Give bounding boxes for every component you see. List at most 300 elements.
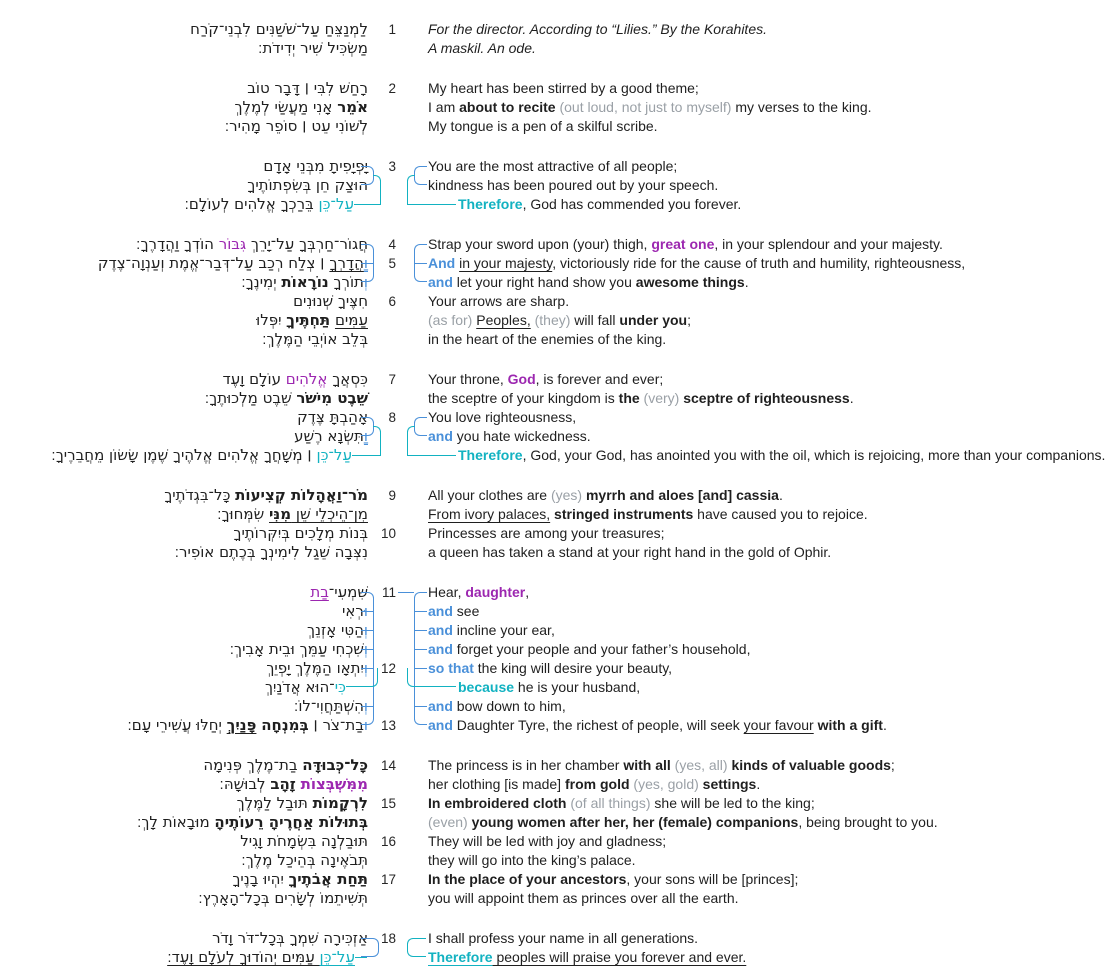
text-run: ־הוּא אֲדֹנַיִךְ <box>264 678 335 696</box>
stanza-1 <box>0 20 1110 58</box>
verse-number-cell <box>368 79 428 98</box>
verse-number-cell <box>368 640 428 659</box>
text-run: , God has commended you forever. <box>522 196 742 212</box>
text-run: עַל־כֵּן <box>319 948 355 966</box>
text-run: God <box>507 371 536 387</box>
text-run: (as for) <box>428 312 473 328</box>
text-run: see <box>452 603 480 619</box>
text-run: וְ <box>363 640 368 658</box>
verse-number-cell <box>368 446 428 465</box>
stanza-8 <box>0 756 1110 908</box>
english-line <box>428 524 1110 543</box>
hebrew-line <box>0 408 368 427</box>
verse-number-cell <box>368 832 428 851</box>
verse-line <box>0 505 1110 524</box>
verse-number-cell <box>368 659 428 678</box>
english-line <box>428 254 1110 273</box>
text-run: and <box>428 717 453 733</box>
hebrew-line <box>0 39 368 58</box>
english-line <box>428 195 1110 214</box>
text-run: in the heart of the enemies of the king. <box>428 331 667 347</box>
text-run: In the place of your ancestors <box>428 871 627 887</box>
english-line <box>428 157 1110 176</box>
verse-number-cell <box>368 273 428 292</box>
text-run: אָהַבְתָּ צֶּדֶק <box>297 408 368 426</box>
text-run: אַזְכִּירָה שִׁמְךָ בְּכָל־דֹּר וָדֹר <box>212 929 368 947</box>
text-run: bow down to him, <box>452 698 566 714</box>
english-line <box>428 813 1110 832</box>
text-run: Hear, <box>428 584 466 600</box>
text-run: רְאִי <box>342 602 364 620</box>
text-run: עַל־כֵּן <box>318 195 354 213</box>
text-run: Daughter Tyre, the richest of people, will seek <box>452 717 744 733</box>
text-run: אָנִי מַעֲשַׂי לְמֶלֶךְ <box>234 98 338 116</box>
hebrew-line <box>0 117 368 136</box>
text-run: ; <box>890 757 895 773</box>
verse-number: 13 <box>380 718 396 733</box>
text-run: רָחַשׁ לִבִּי ׀ דָּבָר טוֹב <box>247 79 368 97</box>
text-run: kindness has been poured out by your speech. <box>428 177 719 193</box>
verse-line <box>0 870 1110 889</box>
text-run: and <box>428 622 453 638</box>
verse-line <box>0 756 1110 775</box>
verse-line <box>0 195 1110 214</box>
verse-number-cell <box>368 427 428 446</box>
stanza-6 <box>0 486 1110 562</box>
text-run: , your sons will be [princes]; <box>626 871 799 887</box>
text-run: sceptre of righteousness <box>683 390 850 406</box>
text-run: , in your splendour and your majesty. <box>714 236 943 252</box>
hebrew-line <box>0 389 368 408</box>
text-run: אֹמֵר <box>337 98 368 116</box>
verse-line <box>0 176 1110 195</box>
verse-number: 4 <box>388 237 396 252</box>
hebrew-line <box>0 254 368 273</box>
verse-number: 7 <box>388 372 396 387</box>
hebrew-line <box>0 756 368 775</box>
text-run: עַמִּים <box>334 311 368 329</box>
english-line <box>428 311 1110 330</box>
verse-number: 5 <box>388 256 396 271</box>
text-run: so that <box>428 660 474 676</box>
verse-number-cell <box>368 775 428 794</box>
text-run: and <box>428 698 453 714</box>
text-run: , God, your God, has anointed you with the oil, which is rejoicing, more than your companions. <box>522 447 1106 463</box>
verse-line <box>0 427 1110 446</box>
text-run: Therefore <box>458 447 523 463</box>
english-line <box>428 79 1110 98</box>
hebrew-line <box>0 929 368 948</box>
text-run: הֲדָרְךָ <box>329 254 364 272</box>
text-run: under you <box>619 312 688 328</box>
hebrew-line <box>0 195 368 214</box>
text-run: stringed instruments <box>554 506 694 522</box>
verse-number-cell <box>368 813 428 832</box>
text-run: וְ <box>363 273 368 291</box>
english-line <box>428 235 1110 254</box>
text-run: בְּמִנְחָה <box>261 716 309 734</box>
verse-number: 16 <box>380 834 396 849</box>
text-run: תַּחַת אֲבֹתֶיךָ <box>288 870 368 888</box>
verse-number: 2 <box>388 81 396 96</box>
verse-line <box>0 659 1110 678</box>
verse-line <box>0 39 1110 58</box>
hebrew-line <box>0 370 368 389</box>
verse-number-cell <box>368 330 428 349</box>
text-run: great one <box>651 236 715 252</box>
hebrew-line <box>0 697 368 716</box>
verse-number-cell <box>368 235 428 254</box>
english-line <box>428 176 1110 195</box>
english-line <box>428 583 1110 602</box>
english-line <box>428 775 1110 794</box>
english-line <box>428 697 1110 716</box>
hebrew-line <box>0 20 368 39</box>
text-run: and <box>428 274 453 290</box>
verse-number-cell <box>368 254 428 273</box>
verse-line <box>0 389 1110 408</box>
text-run: בַת־צֹר ׀ <box>308 716 364 734</box>
text-run: because <box>458 679 515 695</box>
text-run: the sceptre of your kingdom is <box>428 390 619 406</box>
english-line <box>428 832 1110 851</box>
text-run: settings <box>702 776 757 792</box>
text-run: הוּצַק חֵן בְּשִׂפְתוֹתֶיךָ <box>247 176 368 194</box>
verse-number: 9 <box>388 488 396 503</box>
hebrew-line <box>0 79 368 98</box>
text-run: with all <box>623 757 671 773</box>
verse-line <box>0 330 1110 349</box>
text-run: You are the most attractive of all people; <box>428 158 678 174</box>
text-run: have caused you to rejoice. <box>693 506 868 522</box>
text-run: peoples will praise you forever and ever. <box>492 949 747 965</box>
text-run: כִּי <box>334 678 346 696</box>
hebrew-line <box>0 505 368 524</box>
text-run: וְ <box>363 659 368 677</box>
hebrew-line <box>0 311 368 330</box>
hebrew-line <box>0 583 368 602</box>
text-run: ; <box>687 312 691 328</box>
text-run: your favour <box>743 717 814 733</box>
text-run: From ivory palaces, <box>428 506 551 522</box>
verse-number-cell <box>368 389 428 408</box>
text-run: כִּסְאֲךָ <box>327 370 368 388</box>
text-run: ׀ צְלַח רְכַב עַל־דְּבַר־אֱמֶת וְעַנְוָה־צֶדֶק <box>97 254 330 272</box>
english-line <box>428 117 1110 136</box>
verse-number-cell <box>368 948 428 967</box>
text-run: הִשְׁתַּחֲוִי־לוֹ׃ <box>293 697 364 715</box>
verse-line <box>0 813 1110 832</box>
verse-number-cell <box>368 870 428 889</box>
text-run: my verses to the king. <box>731 99 872 115</box>
verse-line <box>0 640 1110 659</box>
text-run: (they) <box>534 312 571 328</box>
verse-number: 18 <box>380 931 396 946</box>
text-run: גִּבּוֹר <box>218 235 247 253</box>
verse-line <box>0 832 1110 851</box>
text-run: . <box>756 776 761 792</box>
text-run: וַ <box>363 427 368 445</box>
verse-number: 1 <box>388 22 396 37</box>
stanza-7 <box>0 583 1110 735</box>
text-run: תּוּבַלְנָה בִּשְׂמָחֹת וָגִיל <box>240 832 368 850</box>
text-run: בְּתוּלוֹת אַחֲרֶיהָ רֵעוֹתֶיהָ <box>214 813 368 831</box>
text-run: נִצְּבָה שֵׁגַל לִימִינְךָ בְּכֶתֶם אוֹפִיר׃ <box>174 543 368 561</box>
english-line <box>428 486 1110 505</box>
verse-number-cell <box>368 851 428 870</box>
text-run: פָּנַיִךְ <box>226 716 257 734</box>
text-run: (yes, all) <box>674 757 728 773</box>
text-run: (of all things) <box>570 795 651 811</box>
text-run: You love righteousness, <box>428 409 577 425</box>
verse-number-cell <box>368 408 428 427</box>
hebrew-line <box>0 446 368 465</box>
text-run: (yes) <box>550 487 583 503</box>
text-run: עוֹלָם וָעֶד <box>222 370 286 388</box>
text-run: מֹר־וַאֲהָלוֹת קְצִיעוֹת <box>235 486 368 504</box>
text-run: יִפְּלוּ <box>256 311 287 329</box>
text-run: מִמִּשְׁבְּצוֹת <box>300 775 368 793</box>
hebrew-line <box>0 775 368 794</box>
text-run: הוֹדְךָ וַהֲדָרֶךָ׃ <box>136 235 219 253</box>
text-run: (out loud, not just to myself) <box>559 99 732 115</box>
text-run: זָהָב <box>270 775 296 793</box>
text-run: My tongue is a pen of a skilful scribe. <box>428 118 658 134</box>
verse-number: 15 <box>380 796 396 811</box>
text-run: נוֹרָאוֹת <box>281 273 329 291</box>
verse-line <box>0 524 1110 543</box>
text-run: And <box>428 255 456 271</box>
verse-number-cell <box>368 794 428 813</box>
text-run: יְמִינֶךָ׃ <box>241 273 282 291</box>
text-run: Your arrows are sharp. <box>428 293 570 309</box>
text-run: in your majesty <box>459 255 553 271</box>
verse-line <box>0 716 1110 735</box>
text-run: For the director. According to “Lilies.” By the Korahites. <box>428 21 767 37</box>
text-run: , being brought to you. <box>798 814 938 830</box>
verse-number: 10 <box>380 526 396 541</box>
verse-number-cell <box>368 195 428 214</box>
text-run: she will be led to the king; <box>650 795 815 811</box>
text-run: תְּשִׁיתֵמוֹ לְשָׂרִים בְּכָל־הָאָרֶץ׃ <box>198 889 368 907</box>
text-run: תְּבֹאֶינָה בְּהֵיכַל מֶלֶךְ׃ <box>241 851 368 869</box>
english-line <box>428 678 1110 697</box>
verse-line <box>0 583 1110 602</box>
verse-number-cell <box>368 292 428 311</box>
text-run: לְשׁוֹנִי עֵט ׀ סוֹפֵר מָהִיר׃ <box>224 117 368 135</box>
text-run: תוֹרְךָ <box>328 273 364 291</box>
text-run: Peoples, <box>476 312 531 328</box>
text-run: בְּלֵב אוֹיְבֵי הַמֶּלֶךְ׃ <box>262 330 368 348</box>
verse-number-cell <box>368 583 428 602</box>
text-run: תִּשְׂנָא רֶשַׁע <box>294 427 364 445</box>
english-line <box>428 870 1110 889</box>
verse-number-cell <box>368 756 428 775</box>
hebrew-line <box>0 948 368 967</box>
english-line <box>428 659 1110 678</box>
stanza-9 <box>0 929 1110 967</box>
stanza-4 <box>0 235 1110 349</box>
english-line <box>428 427 1110 446</box>
text-run: יְחַלּוּ עֲשִׁירֵי עָם׃ <box>127 716 227 734</box>
text-run: the king will desire your beauty, <box>473 660 673 676</box>
verse-line <box>0 851 1110 870</box>
text-run: a queen has taken a stand at your right hand in the gold of Ophir. <box>428 544 832 560</box>
text-run: בֵּרַכְךָ אֱלֹהִים לְעוֹלָם׃ <box>184 195 319 213</box>
verse-line <box>0 20 1110 39</box>
verse-line <box>0 697 1110 716</box>
english-line <box>428 39 1110 58</box>
verse-number: 14 <box>380 758 396 773</box>
text-run: מִנִּי <box>269 505 292 523</box>
english-line <box>428 794 1110 813</box>
text-run: from gold <box>564 776 630 792</box>
verse-number-cell <box>368 602 428 621</box>
text-run: (yes, gold) <box>633 776 699 792</box>
hebrew-line <box>0 235 368 254</box>
verse-number-cell <box>368 697 428 716</box>
text-run: . <box>778 487 783 503</box>
verse-number-cell <box>368 543 428 562</box>
verse-line <box>0 543 1110 562</box>
verse-number-cell <box>368 370 428 389</box>
text-run: שִׁכְחִי עַמֵּךְ וּבֵית אָבִיךְ׃ <box>229 640 364 658</box>
verse-line <box>0 889 1110 908</box>
stanza-2 <box>0 79 1110 136</box>
verse-line <box>0 157 1110 176</box>
hebrew-line <box>0 659 368 678</box>
verse-line <box>0 292 1110 311</box>
verse-line <box>0 948 1110 967</box>
verse-number-cell <box>368 176 428 195</box>
text-run: בַת <box>310 583 329 601</box>
verse-line <box>0 408 1110 427</box>
text-run: שֵׁבֶט מַלְכוּתֶךָ׃ <box>204 389 297 407</box>
english-line <box>428 98 1110 117</box>
hebrew-line <box>0 330 368 349</box>
text-run: Therefore <box>458 196 523 212</box>
text-run: and <box>428 641 453 657</box>
text-run: , victoriously ride for the cause of truth and humility, righteousness, <box>552 255 966 271</box>
english-line <box>428 273 1110 292</box>
stanza-5 <box>0 370 1110 465</box>
hebrew-line <box>0 889 368 908</box>
text-run: חֲגוֹר־חַרְבְּךָ עַל־יָרֵךְ <box>246 235 368 253</box>
verse-number-cell <box>368 98 428 117</box>
text-run: and <box>428 428 453 444</box>
verse-number-cell <box>368 621 428 640</box>
text-run: וְ <box>363 621 368 639</box>
english-line <box>428 602 1110 621</box>
verse-number: 8 <box>388 410 396 425</box>
text-run: forget your people and your father’s household, <box>452 641 751 657</box>
text-run: ׀ מְשָׁחֲךָ אֱלֹהִים אֱלֹהֶיךָ שֶׁמֶן שָׂשׂוֹן מֵחֲבֵרֶיךָ׃ <box>51 446 317 464</box>
english-line <box>428 20 1110 39</box>
text-run: her clothing [is made] <box>428 776 565 792</box>
text-run: incline your ear, <box>452 622 555 638</box>
text-run: I shall profess your name in all generations. <box>428 930 699 946</box>
verse-number: 3 <box>388 159 396 174</box>
verse-line <box>0 929 1110 948</box>
text-run: (very) <box>643 390 680 406</box>
text-run: כָּל־בִּגְדֹתֶיךָ <box>164 486 236 504</box>
english-line <box>428 330 1110 349</box>
text-run: יָפְיָפִיתָ מִבְּנֵי אָדָם <box>263 157 368 175</box>
text-run: הַטִּי אָזְנֵךְ <box>306 621 364 639</box>
text-run: עַמִּים יְהוֹדוּךָ לְעֹלָם וָעֶד׃ <box>167 948 320 966</box>
text-run: לַמְנַצֵּחַ עַל־שֹׁשַׁנִּים לִבְנֵי־קֹרַח <box>190 20 368 38</box>
text-run: וְ <box>363 697 368 715</box>
text-run: My heart has been stirred by a good theme; <box>428 80 699 96</box>
hebrew-line <box>0 851 368 870</box>
text-run: All your clothes are <box>428 487 551 503</box>
text-run: מוּבָאוֹת לָךְ׃ <box>136 813 215 831</box>
text-run: וַ <box>363 254 368 272</box>
text-run: (even) <box>428 814 468 830</box>
hebrew-line <box>0 870 368 889</box>
hebrew-line <box>0 621 368 640</box>
verse-number-cell <box>368 311 428 330</box>
text-run: . <box>849 390 854 406</box>
verse-number: 6 <box>388 294 396 309</box>
verse-number-cell <box>368 20 428 39</box>
hebrew-line <box>0 524 368 543</box>
text-run: let your right hand show you <box>452 274 636 290</box>
text-run: , <box>525 584 530 600</box>
text-run: myrrh and aloes [and] cassia <box>585 487 779 503</box>
text-run: בַת־מֶלֶךְ פְּנִימָה <box>203 756 303 774</box>
verse-line <box>0 370 1110 389</box>
hebrew-line <box>0 543 368 562</box>
text-run: and <box>428 603 453 619</box>
text-run: The princess is in her chamber <box>428 757 624 773</box>
hebrew-line <box>0 176 368 195</box>
verse-line <box>0 678 1110 697</box>
english-line <box>428 621 1110 640</box>
verse-number-cell <box>368 486 428 505</box>
verse-line <box>0 602 1110 621</box>
text-run: A maskil. An ode. <box>428 40 536 56</box>
text-run: שִׁמְעִי־ <box>328 583 368 601</box>
text-run: he is your husband, <box>514 679 641 695</box>
hebrew-line <box>0 292 368 311</box>
english-line <box>428 756 1110 775</box>
hebrew-line <box>0 427 368 446</box>
hebrew-line <box>0 716 368 735</box>
text-run: יִהְיוּ בָנֶיךָ <box>232 870 289 888</box>
text-run: awesome things <box>635 274 745 290</box>
verse-number-cell <box>368 716 428 735</box>
verse-number: 17 <box>380 872 396 887</box>
text-run: אֱלֹהִים <box>285 370 328 388</box>
text-run: לְבוּשָׁהּ׃ <box>219 775 271 793</box>
text-run: שִׂמְּחוּךָ׃ <box>217 505 270 523</box>
text-run: I am <box>428 99 460 115</box>
verse-number-cell <box>368 505 428 524</box>
verse-number-cell <box>368 117 428 136</box>
text-run: תּוּבַל לַמֶּלֶךְ <box>236 794 313 812</box>
text-run: In embroidered cloth <box>428 795 567 811</box>
text-run: וּ <box>363 602 368 620</box>
verse-line <box>0 117 1110 136</box>
english-line <box>428 292 1110 311</box>
english-line <box>428 408 1110 427</box>
text-run: בְּנוֹת מְלָכִים בְּיִקְּרוֹתֶיךָ <box>233 524 368 542</box>
english-line <box>428 370 1110 389</box>
verse-number: 11 <box>381 585 396 600</box>
text-run: you will appoint them as princes over all the earth. <box>428 890 739 906</box>
verse-line <box>0 775 1110 794</box>
